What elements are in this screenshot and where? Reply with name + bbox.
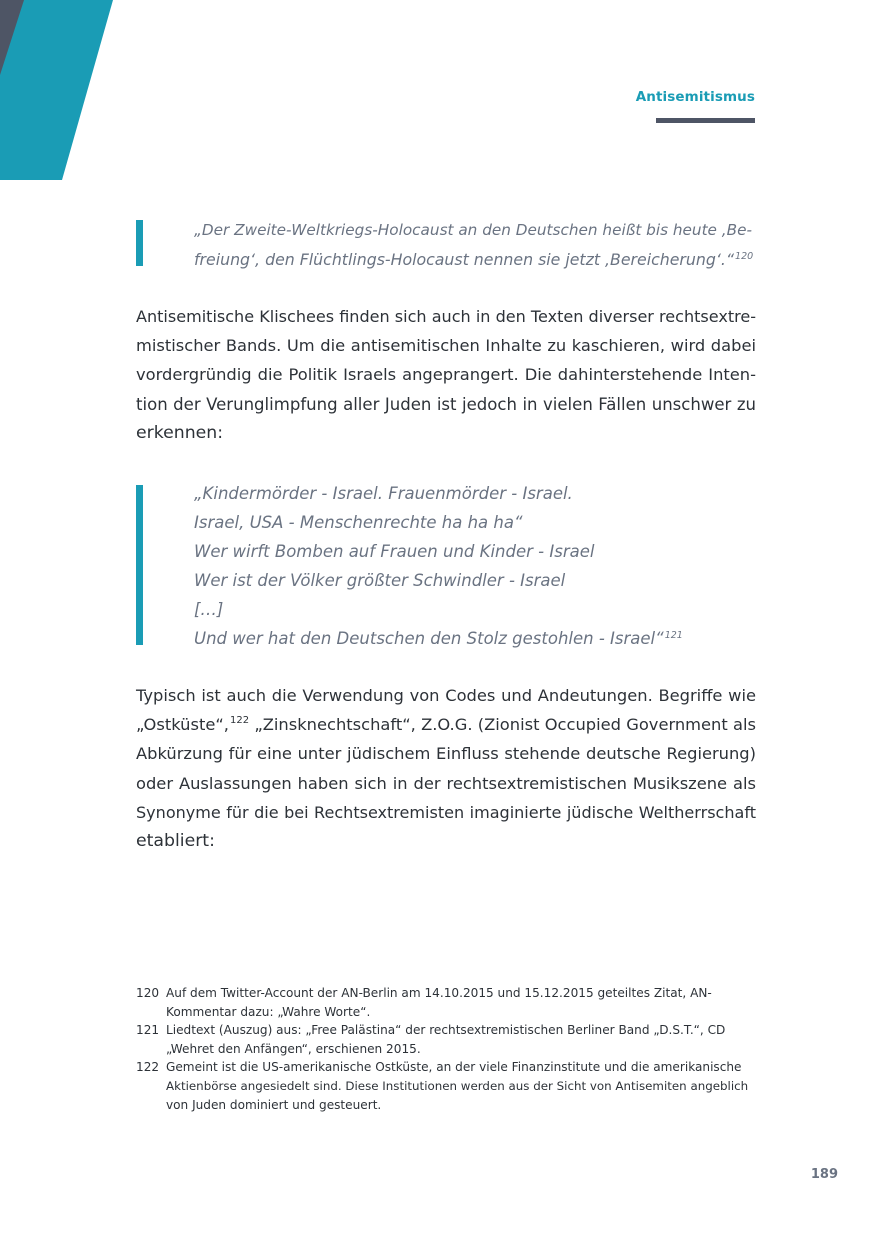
page-number: 189 — [810, 1167, 838, 1182]
footnote-122 — [136, 1058, 758, 1114]
body-line: mistischer Bands. Um die antisemitischen Inhalte zu kaschieren, wird dabei — [136, 336, 756, 356]
footnote-ref-121[interactable]: 121 — [664, 630, 683, 641]
body-line: etabliert: — [136, 831, 215, 852]
body-line: Typisch ist auch die Verwendung von Codes und Andeutungen. Begriffe wie — [136, 686, 756, 705]
quote-text — [194, 216, 756, 274]
body-line: erkennen: — [136, 422, 224, 443]
footnote-number: 121 — [136, 1023, 160, 1038]
quote-bar — [136, 485, 143, 645]
footnote-120 — [136, 984, 758, 1021]
body-line: Abkürzung für eine unter jüdischem Einfluss stehende deutsche Regierung) — [136, 744, 756, 764]
quote-bar — [136, 220, 143, 266]
footnote-line: von Juden dominiert und gesteuert. — [166, 1097, 382, 1112]
running-head-rule — [656, 118, 755, 123]
body-line-text: „Zinsknechtschaft“, Z.O.G. (Zionist Occupied Government als — [249, 715, 756, 735]
body-paragraph-2 — [136, 681, 756, 856]
quote-line-text: freiung‘, den Flüchtlings-Holocaust nennen sie jetzt ‚Bereicherung‘.“ — [194, 250, 735, 269]
footnote-ref-122[interactable]: 122 — [229, 715, 250, 727]
quote-line — [194, 624, 756, 653]
quote-line: „Kindermörder - Israel. Frauenmörder - Israel. — [194, 484, 573, 503]
quote-line: Israel, USA - Menschenrechte ha ha ha“ — [194, 513, 523, 532]
body-paragraph-1 — [136, 302, 756, 448]
footnote-number: 122 — [136, 1060, 160, 1075]
body-line: Synonyme für die bei Rechtsextremisten imaginierte jüdische Weltherrschaft — [136, 802, 756, 822]
body-line: Antisemitische Klischees finden sich auch in den Texten diverser rechtsextre- — [136, 307, 756, 326]
body-line-text: „Ostküste“, — [136, 715, 229, 735]
body-line — [136, 710, 756, 739]
corner-decoration — [0, 0, 120, 180]
quote-line: Wer wirft Bomben auf Frauen und Kinder - Israel — [194, 542, 595, 561]
footnote-121 — [136, 1021, 758, 1058]
body-line: tion der Verunglimpfung aller Juden ist jedoch in vielen Fällen unschwer zu — [136, 394, 756, 414]
running-head-title: Antisemitismus — [635, 89, 755, 105]
corner-teal-shape — [0, 0, 113, 180]
quote-line: […] — [194, 600, 224, 619]
quote-line: „Der Zweite-Weltkriegs-Holocaust an den Deutschen heißt bis heute ‚Be- — [194, 221, 752, 239]
body-line: vordergründig die Politik Israels angeprangert. Die dahinterstehende Inten- — [136, 365, 756, 385]
block-quote-2 — [136, 479, 756, 653]
footnote-line: Liedtext (Auszug) aus: „Free Palästina“ der rechtsextremistischen Berliner Band „D.S.T.“, CD — [166, 1023, 726, 1038]
footnote-ref-120[interactable]: 120 — [735, 251, 754, 262]
footnote-line: Auf dem Twitter-Account der AN-Berlin am 14.10.2015 und 15.12.2015 geteiltes Zitat, AN- — [166, 986, 712, 1000]
quote-text — [194, 479, 756, 653]
footnote-line: Kommentar dazu: „Wahre Worte“. — [166, 1004, 371, 1019]
quote-line — [194, 245, 756, 274]
footnotes — [136, 984, 758, 1114]
footnote-line: Aktienbörse angesiedelt sind. Diese Institutionen werden aus der Sicht von Antisemiten angeblich — [166, 1078, 749, 1093]
quote-line-text: Und wer hat den Deutschen den Stolz gestohlen - Israel“ — [194, 629, 664, 648]
block-quote-1 — [136, 216, 756, 274]
footnote-line: „Wehret den Anfängen“, erschienen 2015. — [166, 1041, 421, 1056]
footnote-line: Gemeint ist die US-amerikanische Ostküste, an der viele Finanzinstitute und die amerikanische — [166, 1060, 742, 1075]
body-line: oder Auslassungen haben sich in der rechtsextremistischen Musikszene als — [136, 773, 756, 793]
footnote-number: 120 — [136, 986, 160, 1000]
quote-line: Wer ist der Völker größter Schwindler - Israel — [194, 571, 566, 590]
